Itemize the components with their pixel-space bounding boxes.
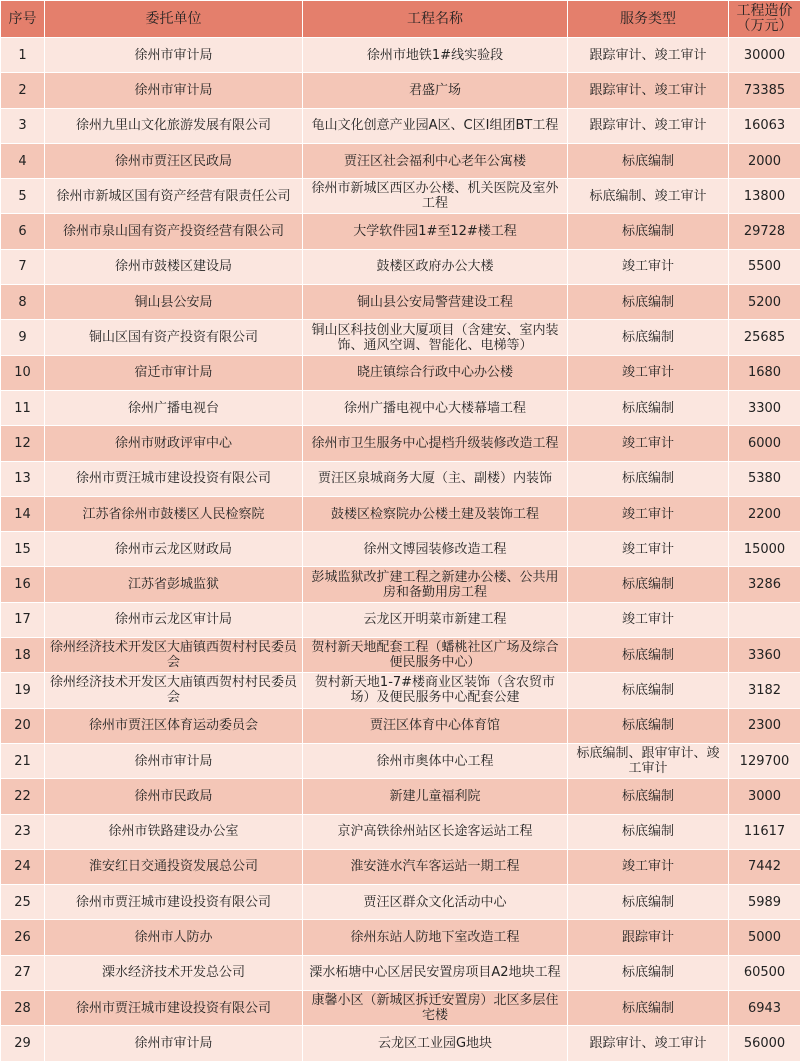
cell-client: 溧水经济技术开发总公司	[45, 955, 303, 990]
cell-service: 标底编制	[568, 214, 729, 249]
table-row	[1, 390, 800, 425]
header-no: 序号	[1, 1, 45, 38]
table-row	[1, 885, 800, 920]
cell-client: 徐州市云龙区财政局	[45, 532, 303, 567]
cell-client: 徐州市人防办	[45, 920, 303, 955]
table-row	[1, 461, 800, 496]
cell-service: 标底编制	[568, 567, 729, 602]
cell-client: 徐州市贾汪区体育运动委员会	[45, 708, 303, 743]
cell-no: 4	[1, 143, 45, 178]
cell-service: 标底编制	[568, 814, 729, 849]
cell-project: 晓庄镇综合行政中心办公楼	[303, 355, 568, 390]
cell-client: 徐州广播电视台	[45, 390, 303, 425]
cell-client: 徐州市审计局	[45, 38, 303, 73]
table-row	[1, 73, 800, 108]
cell-service: 竣工审计	[568, 532, 729, 567]
cell-project: 康馨小区（新城区拆迁安置房）北区多层住宅楼	[303, 991, 568, 1026]
cell-client: 铜山区国有资产投资有限公司	[45, 320, 303, 355]
cell-no: 3	[1, 108, 45, 143]
cell-project: 徐州市奥体中心工程	[303, 743, 568, 778]
cell-service: 跟踪审计	[568, 920, 729, 955]
cell-project: 铜山县公安局警营建设工程	[303, 285, 568, 320]
cell-cost: 3182	[729, 673, 800, 708]
cell-service: 标底编制	[568, 320, 729, 355]
cell-service: 跟踪审计、竣工审计	[568, 73, 729, 108]
cell-service: 标底编制	[568, 991, 729, 1026]
table-row	[1, 743, 800, 778]
cell-no: 1	[1, 38, 45, 73]
cell-project: 徐州市地铁1#线实验段	[303, 38, 568, 73]
cell-project: 淮安涟水汽车客运站一期工程	[303, 849, 568, 884]
cell-project: 徐州文博园装修改造工程	[303, 532, 568, 567]
cell-no: 14	[1, 496, 45, 531]
cell-service: 标底编制、跟审审计、竣工审计	[568, 743, 729, 778]
table-row	[1, 179, 800, 214]
cell-cost: 16063	[729, 108, 800, 143]
table-row	[1, 814, 800, 849]
cell-client: 徐州市审计局	[45, 73, 303, 108]
cell-client: 徐州九里山文化旅游发展有限公司	[45, 108, 303, 143]
cell-service: 跟踪审计、竣工审计	[568, 108, 729, 143]
cell-client: 徐州市云龙区审计局	[45, 602, 303, 637]
table-row	[1, 1026, 800, 1061]
cell-project: 徐州东站人防地下室改造工程	[303, 920, 568, 955]
cell-no: 15	[1, 532, 45, 567]
cell-project: 贾汪区泉城商务大厦（主、副楼）内装饰	[303, 461, 568, 496]
cell-project: 鼓楼区检察院办公楼土建及装饰工程	[303, 496, 568, 531]
cell-cost: 29728	[729, 214, 800, 249]
cell-client: 徐州市铁路建设办公室	[45, 814, 303, 849]
table-row	[1, 108, 800, 143]
cell-client: 宿迁市审计局	[45, 355, 303, 390]
cell-service: 标底编制	[568, 285, 729, 320]
cell-cost: 5500	[729, 249, 800, 284]
cell-project: 新建儿童福利院	[303, 779, 568, 814]
cell-no: 12	[1, 426, 45, 461]
cell-cost: 2000	[729, 143, 800, 178]
cell-project: 贾汪区体育中心体育馆	[303, 708, 568, 743]
table-row	[1, 955, 800, 990]
cell-no: 25	[1, 885, 45, 920]
cell-cost: 6000	[729, 426, 800, 461]
cell-no: 10	[1, 355, 45, 390]
cell-cost: 7442	[729, 849, 800, 884]
cell-client: 淮安红日交通投资发展总公司	[45, 849, 303, 884]
cell-cost: 3360	[729, 638, 800, 673]
cell-service: 竣工审计	[568, 426, 729, 461]
cell-project: 鼓楼区政府办公大楼	[303, 249, 568, 284]
header-service: 服务类型	[568, 1, 729, 38]
cell-service: 标底编制	[568, 885, 729, 920]
cell-cost: 6943	[729, 991, 800, 1026]
cell-service: 标底编制	[568, 779, 729, 814]
cell-cost: 11617	[729, 814, 800, 849]
table-body	[1, 38, 800, 1062]
cell-no: 6	[1, 214, 45, 249]
table-row	[1, 355, 800, 390]
cell-cost	[729, 602, 800, 637]
cell-project: 贺村新天地配套工程（蟠桃社区广场及综合便民服务中心）	[303, 638, 568, 673]
cell-client: 徐州市贾汪城市建设投资有限公司	[45, 991, 303, 1026]
cell-cost: 2300	[729, 708, 800, 743]
cell-cost: 3000	[729, 779, 800, 814]
table-header-row	[1, 1, 800, 38]
cell-service: 标底编制	[568, 461, 729, 496]
cell-no: 23	[1, 814, 45, 849]
cell-cost: 30000	[729, 38, 800, 73]
cell-cost: 25685	[729, 320, 800, 355]
cell-cost: 73385	[729, 73, 800, 108]
table-row	[1, 673, 800, 708]
table-row	[1, 991, 800, 1026]
table-row	[1, 602, 800, 637]
cell-no: 22	[1, 779, 45, 814]
cell-service: 竣工审计	[568, 355, 729, 390]
cell-no: 13	[1, 461, 45, 496]
cell-no: 24	[1, 849, 45, 884]
cell-no: 19	[1, 673, 45, 708]
cell-project: 贾汪区群众文化活动中心	[303, 885, 568, 920]
cell-service: 竣工审计	[568, 602, 729, 637]
cell-cost: 5380	[729, 461, 800, 496]
table-row	[1, 849, 800, 884]
cell-client: 徐州市贾汪城市建设投资有限公司	[45, 885, 303, 920]
cell-project: 徐州市卫生服务中心提档升级装修改造工程	[303, 426, 568, 461]
table-row	[1, 38, 800, 73]
cell-no: 29	[1, 1026, 45, 1061]
cell-client: 江苏省彭城监狱	[45, 567, 303, 602]
header-client: 委托单位	[45, 1, 303, 38]
cell-no: 2	[1, 73, 45, 108]
cell-no: 26	[1, 920, 45, 955]
cell-project: 大学软件园1#至12#楼工程	[303, 214, 568, 249]
cell-project: 龟山文化创意产业园A区、C区Ⅰ组团BT工程	[303, 108, 568, 143]
cell-cost: 5989	[729, 885, 800, 920]
cell-client: 徐州市新城区国有资产经营有限责任公司	[45, 179, 303, 214]
cell-project: 铜山区科技创业大厦项目（含建安、室内装饰、通风空调、智能化、电梯等）	[303, 320, 568, 355]
cell-cost: 2200	[729, 496, 800, 531]
cell-project: 京沪高铁徐州站区长途客运站工程	[303, 814, 568, 849]
cell-client: 徐州经济技术开发区大庙镇西贺村村民委员会	[45, 673, 303, 708]
cell-service: 跟踪审计、竣工审计	[568, 38, 729, 73]
cell-no: 7	[1, 249, 45, 284]
cell-client: 徐州市鼓楼区建设局	[45, 249, 303, 284]
cell-client: 徐州市贾汪城市建设投资有限公司	[45, 461, 303, 496]
cell-project: 云龙区工业园G地块	[303, 1026, 568, 1061]
cell-client: 铜山县公安局	[45, 285, 303, 320]
cell-service: 标底编制	[568, 955, 729, 990]
cell-service: 标底编制	[568, 390, 729, 425]
cell-client: 江苏省徐州市鼓楼区人民检察院	[45, 496, 303, 531]
table-row	[1, 496, 800, 531]
cell-service: 竣工审计	[568, 496, 729, 531]
table-row	[1, 426, 800, 461]
cell-no: 9	[1, 320, 45, 355]
cell-cost: 5200	[729, 285, 800, 320]
cell-client: 徐州市审计局	[45, 1026, 303, 1061]
table-row	[1, 143, 800, 178]
table-row	[1, 249, 800, 284]
cell-cost: 129700	[729, 743, 800, 778]
table-row	[1, 320, 800, 355]
cell-cost: 60500	[729, 955, 800, 990]
cell-no: 16	[1, 567, 45, 602]
cell-cost: 3300	[729, 390, 800, 425]
table-row	[1, 638, 800, 673]
table-row	[1, 779, 800, 814]
cell-no: 18	[1, 638, 45, 673]
cell-project: 云龙区开明菜市新建工程	[303, 602, 568, 637]
cell-project: 溧水柘塘中心区居民安置房项目A2地块工程	[303, 955, 568, 990]
cell-project: 贺村新天地1-7#楼商业区装饰（含农贸市场）及便民服务中心配套公建	[303, 673, 568, 708]
cell-no: 27	[1, 955, 45, 990]
cell-no: 5	[1, 179, 45, 214]
cell-no: 28	[1, 991, 45, 1026]
header-cost: 工程造价（万元）	[729, 1, 800, 38]
cell-client: 徐州市民政局	[45, 779, 303, 814]
cell-cost: 5000	[729, 920, 800, 955]
cell-client: 徐州市财政评审中心	[45, 426, 303, 461]
cell-project: 君盛广场	[303, 73, 568, 108]
cell-service: 标底编制、竣工审计	[568, 179, 729, 214]
cell-service: 标底编制	[568, 638, 729, 673]
cell-client: 徐州经济技术开发区大庙镇西贺村村民委员会	[45, 638, 303, 673]
cell-service: 标底编制	[568, 673, 729, 708]
cell-project: 徐州广播电视中心大楼幕墙工程	[303, 390, 568, 425]
cell-client: 徐州市泉山国有资产投资经营有限公司	[45, 214, 303, 249]
cell-cost: 3286	[729, 567, 800, 602]
cell-no: 11	[1, 390, 45, 425]
table-row	[1, 920, 800, 955]
cell-service: 竣工审计	[568, 849, 729, 884]
cell-cost: 15000	[729, 532, 800, 567]
header-project: 工程名称	[303, 1, 568, 38]
cell-cost: 1680	[729, 355, 800, 390]
cell-service: 跟踪审计、竣工审计	[568, 1026, 729, 1061]
cell-no: 21	[1, 743, 45, 778]
table-row	[1, 214, 800, 249]
cell-client: 徐州市审计局	[45, 743, 303, 778]
cell-cost: 56000	[729, 1026, 800, 1061]
cell-cost: 13800	[729, 179, 800, 214]
cell-client: 徐州市贾汪区民政局	[45, 143, 303, 178]
table-row	[1, 708, 800, 743]
cell-no: 17	[1, 602, 45, 637]
cell-project: 彭城监狱改扩建工程之新建办公楼、公共用房和备勤用房工程	[303, 567, 568, 602]
cell-service: 标底编制	[568, 143, 729, 178]
cell-project: 徐州市新城区西区办公楼、机关医院及室外工程	[303, 179, 568, 214]
cell-service: 竣工审计	[568, 249, 729, 284]
table-row	[1, 567, 800, 602]
cell-project: 贾汪区社会福利中心老年公寓楼	[303, 143, 568, 178]
cell-service: 标底编制	[568, 708, 729, 743]
cell-no: 20	[1, 708, 45, 743]
table-row	[1, 532, 800, 567]
table-row	[1, 285, 800, 320]
cell-no: 8	[1, 285, 45, 320]
